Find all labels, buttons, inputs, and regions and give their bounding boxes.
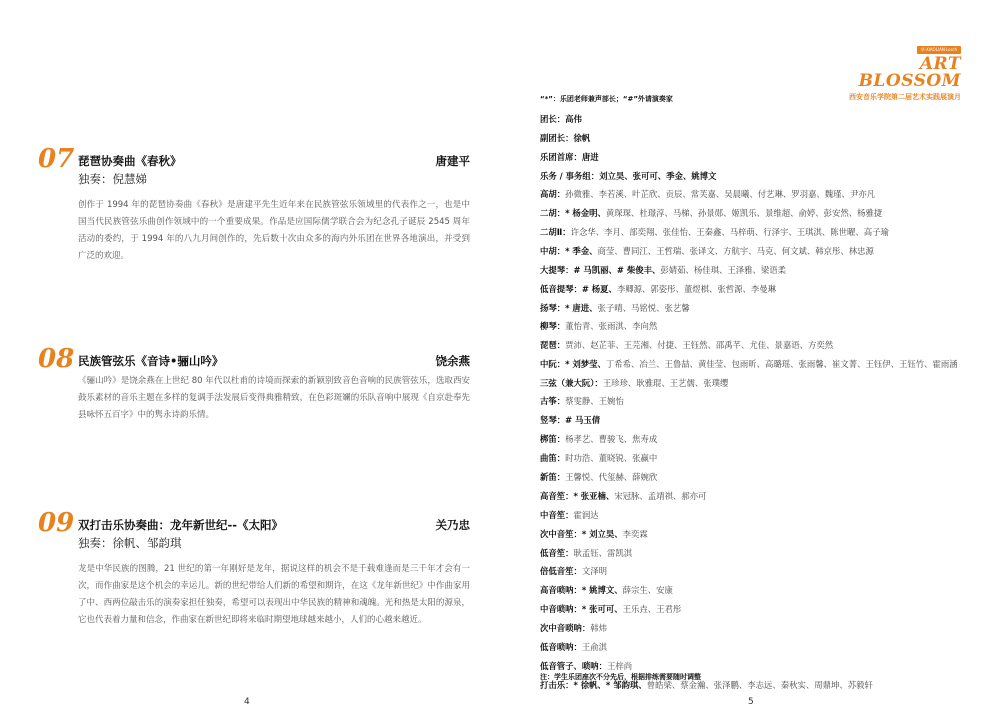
section-members: 曾皓梁、蔡金瀚、张泽鹏、李志远、秦秋实、周鼎坤、苏毅轩 (646, 680, 873, 690)
roster-row (540, 528, 970, 540)
section-leaders: * 张可可、 (581, 604, 623, 614)
section-members: 韩炜 (590, 623, 607, 633)
section-label: 低音管子、唢呐： (540, 661, 607, 671)
section-label: 中阮： (540, 359, 566, 369)
section-members: 张子晴、马铭悦、张艺馨 (597, 303, 690, 313)
section-members: 宋冠脉、孟靖祺、郝亦可 (614, 491, 707, 501)
section-members: 丁希希、冶兰、王鲁喆、黄佳莹、包雨昕、高璐瑶、张雨馨、崔文菁、王钰伊、王钰竹、霍雨涵 (605, 359, 958, 369)
section-label: 打击乐： (540, 680, 574, 690)
section-members: 孙微雅、李若溪、叶芷欣、贡辰、常芙嘉、吴晨曦、付艺琳、罗羽嘉、魏瑾、尹亦凡 (565, 189, 875, 199)
piece-08 (38, 344, 470, 424)
piece-description: 《骊山吟》是饶余燕在上世纪 80 年代以杜甫的诗境而探索的新颖别致音色音响的民族管弦乐，选取西安鼓乐素材的音乐主题在多样的复调手法发展后变得典雅精致，在色彩斑斓的乐队音响中展现《自京赴奉先县咏怀五百字》中的隽永诗韵乐情。 (78, 376, 470, 420)
piece-number: 09 (38, 508, 75, 538)
section-members: 蔡雯静、王婉怡 (565, 396, 624, 406)
section-members: 李卿源、郭姿彤、董煜棋、张哲源、李曼琳 (616, 284, 777, 294)
section-label: 高胡： (540, 189, 566, 199)
section-label: 新笛： (540, 472, 566, 482)
section-label: 梆笛： (540, 434, 566, 444)
roster-row (540, 188, 970, 200)
roster-row (540, 603, 970, 615)
composer-name: 唐建平 (435, 154, 470, 168)
roster-row (540, 641, 970, 653)
roster-row (540, 660, 970, 672)
section-members: 杨孝艺、曹骏飞、焦寿成 (565, 434, 658, 444)
roster-row (540, 433, 970, 445)
piece-09 (38, 508, 470, 629)
piece-title: 琵琶协奏曲《春秋》 (78, 154, 182, 168)
right-page (500, 0, 999, 724)
section-label: 低音提琴： (540, 284, 582, 294)
section-leaders: # 马凯丽、# 柴俊丰、 (573, 265, 661, 275)
section-leaders: * 杨金明、 (565, 208, 606, 218)
section-label: 中音唢呐： (540, 604, 582, 614)
piece-header (38, 344, 470, 377)
roster-row (540, 170, 970, 182)
roster-row (540, 320, 970, 332)
roster-row (540, 622, 970, 634)
section-members: 霍润达 (573, 510, 599, 520)
piece-number: 08 (38, 344, 75, 374)
section-label: 大提琴： (540, 265, 574, 275)
soloist-line: 独奏：徐帆、邹韵琪 (78, 536, 182, 550)
section-members: 董怡青、张雨淇、李向然 (565, 321, 658, 331)
roster-row (540, 565, 970, 577)
section-leaders: * 张亚楠、 (573, 491, 615, 501)
section-label: 扬琴： (540, 303, 566, 313)
section-members: 王馨悦、代玺赫、薛婉欣 (565, 472, 658, 482)
section-leaders: * 姚博文、 (581, 585, 623, 595)
section-members: 许念华、李月、部奕翔、张佳怡、王秦鑫、马梓萌、行泽宇、王琪淇、陈世曜、高子瑜 (570, 227, 889, 237)
section-label: 乐团首席： (540, 152, 582, 162)
left-page (0, 0, 499, 724)
section-leaders: # 杨夏、 (581, 284, 617, 294)
section-label: 古筝： (540, 396, 566, 406)
section-members: 商莹、曹同江、王哲瑞、张译文、方航宇、马克、何文斌、韩京彤、林忠源 (597, 246, 874, 256)
section-label: 副团长： (540, 133, 574, 143)
section-leaders: * 刘立昊、 (581, 529, 623, 539)
roster-row (540, 414, 970, 426)
roster-row (540, 302, 970, 314)
section-label: 中胡： (540, 246, 566, 256)
section-members: 黄琛琛、杜璟淳、马梯、孙景郧、姬凯乐、景维超、俞婷、彭安然、杨雅捷 (605, 208, 883, 218)
page-number: 5 (748, 697, 754, 707)
section-label: 三弦（兼大阮）： (540, 378, 603, 388)
logo-name: ART BLOSSOM (858, 54, 961, 91)
soloist-line: 独奏：倪慧娣 (78, 172, 147, 186)
roster-row (540, 584, 970, 596)
section-members: 耿孟钰、雷凯淇 (573, 548, 633, 558)
roster-row (540, 264, 970, 276)
section-members: 时功浩、董晓锐、张赢中 (565, 453, 658, 463)
section-leaders: 徐帆 (573, 133, 591, 143)
section-members: 贾沛、赵芷菲、王芫湘、付捷、王钰然、邵禹芊、尤佳、景嘉语、方奕然 (565, 340, 834, 350)
piece-title: 双打击乐协奏曲：龙年新世纪--《太阳》 (78, 518, 284, 532)
art-blossom-logo (831, 36, 961, 102)
section-members: 彭婧茹、杨佳琪、王泽雅、梁语柔 (660, 265, 786, 275)
section-label: 高音唢呐： (540, 585, 582, 595)
section-label: 次中音笙： (540, 529, 582, 539)
roster-row (540, 490, 970, 502)
roster-row (540, 358, 970, 370)
section-label: 低音笙： (540, 548, 574, 558)
piece-description: 龙是中华民族的图腾，21 世纪的第一年刚好是龙年，据说这样的机会不是千载难逢而是三千年才会有一次，而作曲家是这个机会的幸运儿。新的世纪带给人们新的希望和期许，在这《龙年新世纪》中作曲家用了中、西两位敲击乐的演奏家担任独奏，希望可以表现出中华民族的精神和魂魄。光和热是太阳的源泉，它也代表着力量和信念，作曲家在新世纪即将来临时期望地球越来越小，人们的心越来越近。 (78, 564, 470, 625)
roster-row (540, 283, 970, 295)
composer-name: 关乃忠 (435, 518, 470, 532)
piece-07 (38, 144, 470, 265)
piece-header (38, 508, 470, 541)
section-leaders: # 马玉倩 (565, 415, 601, 425)
roster-row (540, 452, 970, 464)
section-label: 低音唢呐： (540, 642, 582, 652)
piece-title: 民族管弦乐《音诗•骊山吟》 (78, 354, 224, 368)
section-label: 中音笙： (540, 510, 574, 520)
section-label: 二胡Ⅱ： (540, 227, 571, 237)
section-label: 曲笛： (540, 453, 566, 463)
section-leaders: * 季金、 (565, 246, 598, 256)
section-label: 二胡： (540, 208, 566, 218)
section-label: 琵琶： (540, 340, 566, 350)
section-leaders: 高伟 (565, 114, 582, 124)
piece-header (38, 144, 470, 177)
section-leaders: * 唐进、 (565, 303, 598, 313)
section-leaders: 刘立昊、张可可、季金、姚博文 (599, 171, 717, 181)
section-members: 薛宗生、安康 (622, 585, 673, 595)
roster-row (540, 113, 970, 125)
logo-tag: 华·XIAOLIAN·Lorch (917, 46, 961, 54)
section-leaders: * 刘梦莹、 (565, 359, 606, 369)
roster-row (540, 395, 970, 407)
piece-description: 创作于 1994 年的琵琶协奏曲《春秋》是唐建平先生近年来在民族管弦乐领域里的代表作之一，也是中国当代民族管弦乐曲创作领域中的一个重要成果。作品是应国际儒学联合会为纪念孔子诞辰 2545 周年活动的委约，于 1994 年的八九月间创作的，先后数十次由众多的海内外乐团在世界各地演出，并受到广泛的欢迎。 (78, 200, 470, 261)
roster-row (540, 151, 970, 163)
section-members: 王乐垚、王君彤 (622, 604, 682, 614)
roster-row (540, 377, 970, 389)
piece-number: 07 (38, 144, 75, 174)
section-members: 王俞淇 (581, 642, 607, 652)
roster-row (540, 245, 970, 257)
section-leaders: * 徐帆、* 邹韵琪、 (573, 680, 647, 690)
roster-row (540, 547, 970, 559)
roster-legend: “*”：乐团老师兼声部长；“#”外请演奏家 (540, 95, 673, 103)
logo-subtitle: 西安音乐学院第二届艺术实践展演月 (849, 93, 961, 101)
section-members: 王珍珍、耿雅琨、王艺儒、张璞缨 (602, 378, 729, 388)
roster-note: 注：学生乐团座次不分先后，根据排练需要随时调整 (540, 673, 701, 681)
section-label: 竖琴： (540, 415, 566, 425)
roster-row (540, 339, 970, 351)
composer-name: 饶余燕 (435, 354, 470, 368)
section-label: 高音笙： (540, 491, 574, 501)
section-members: 王梓尚 (607, 661, 633, 671)
section-members: 文泽明 (581, 566, 607, 576)
page-number: 4 (244, 697, 250, 707)
roster-row (540, 226, 970, 238)
section-leaders: 唐进 (581, 152, 599, 162)
section-label: 柳琴： (540, 321, 566, 331)
roster-row (540, 207, 970, 219)
section-label: 团长： (540, 114, 566, 124)
roster-row (540, 132, 970, 144)
section-label: 乐务 / 事务组： (540, 171, 600, 181)
section-members: 李奕霖 (622, 529, 648, 539)
section-label: 次中音唢呐： (540, 623, 591, 633)
roster-row (540, 509, 970, 521)
roster-row (540, 471, 970, 483)
section-label: 倍低音笙： (540, 566, 582, 576)
